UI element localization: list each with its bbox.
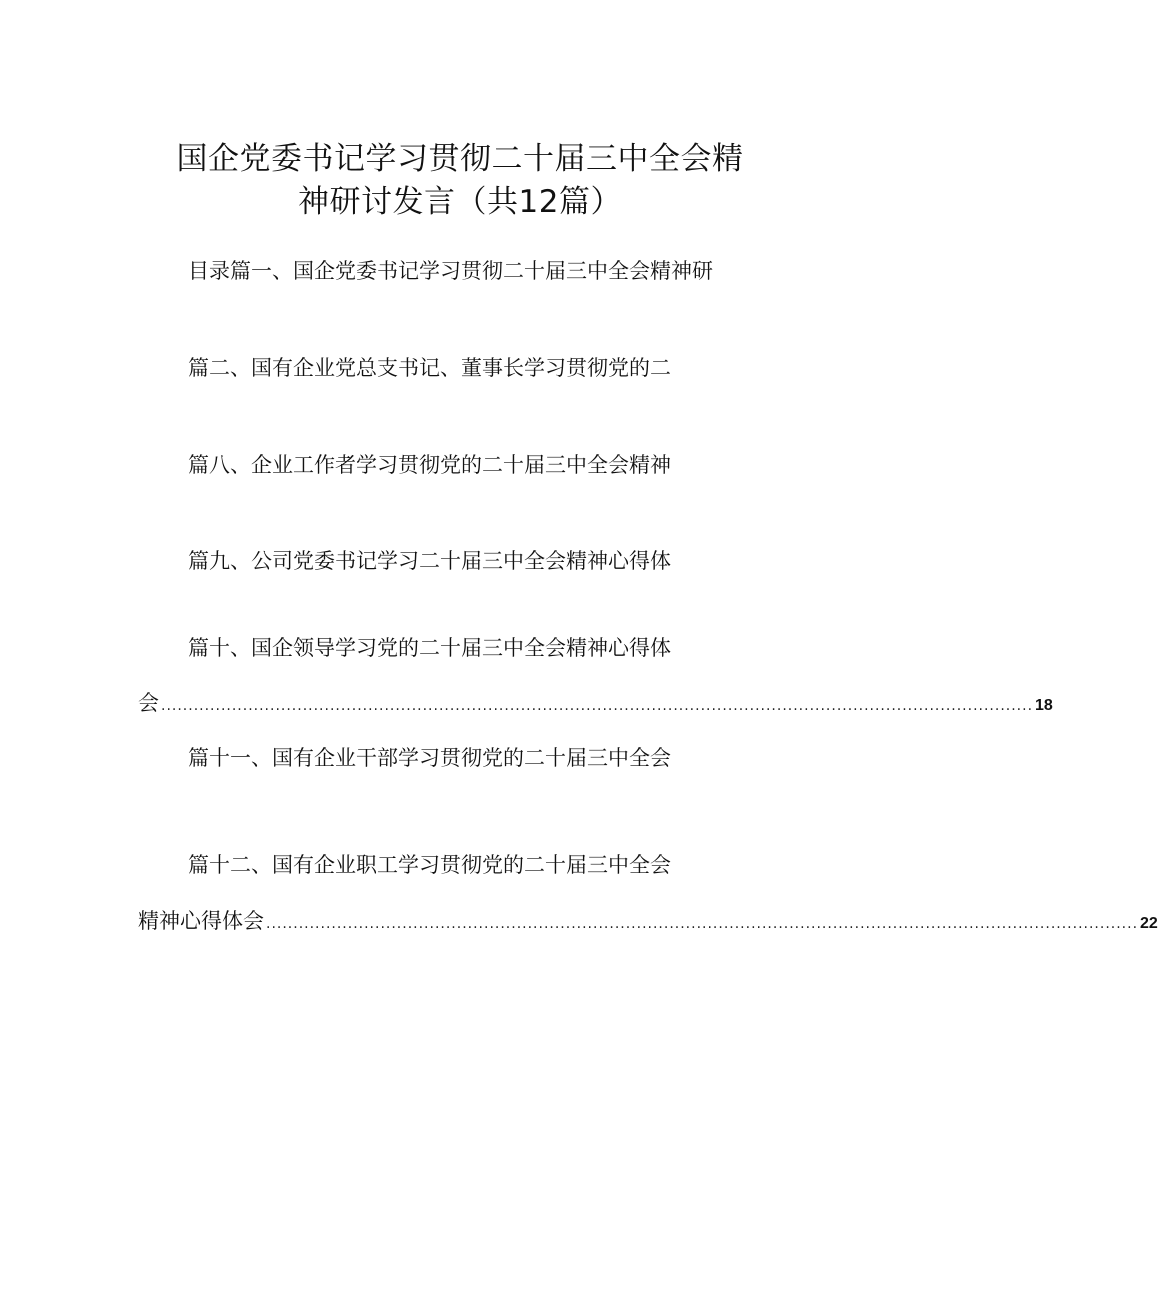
toc-entry-2[interactable]: 篇二、国有企业党总支书记、董事长学习贯彻党的二 (188, 356, 671, 380)
document-title-line-2: 神研讨发言（共12篇） (298, 184, 622, 220)
toc-entry-5[interactable]: 篇十、国企领导学习党的二十届三中全会精神心得体 (188, 636, 671, 660)
toc-entry-5-continuation[interactable] (138, 690, 1053, 719)
toc-entry-7-tail: 精神心得体会 (138, 909, 264, 933)
toc-entry-3[interactable]: 篇八、企业工作者学习贯彻党的二十届三中全会精神 (188, 453, 671, 477)
toc-entry-1[interactable]: 目录篇一、国企党委书记学习贯彻二十届三中全会精神研 (188, 259, 713, 283)
toc-entry-5-page-number: 18 (1035, 697, 1053, 714)
dot-leader: ................................................................................................................................................................ (266, 916, 1139, 932)
dot-leader: ................................................................................................................................................................ (161, 698, 1034, 714)
toc-entry-7[interactable]: 篇十二、国有企业职工学习贯彻党的二十届三中全会 (188, 853, 671, 877)
toc-entry-6[interactable]: 篇十一、国有企业干部学习贯彻党的二十届三中全会 (188, 746, 671, 770)
toc-entry-7-continuation[interactable] (138, 908, 1158, 937)
toc-entry-4[interactable]: 篇九、公司党委书记学习二十届三中全会精神心得体 (188, 549, 671, 573)
toc-entry-7-page-number: 22 (1140, 915, 1158, 932)
document-title-line-1: 国企党委书记学习贯彻二十届三中全会精 (176, 141, 744, 177)
toc-entry-5-tail: 会 (138, 691, 159, 715)
